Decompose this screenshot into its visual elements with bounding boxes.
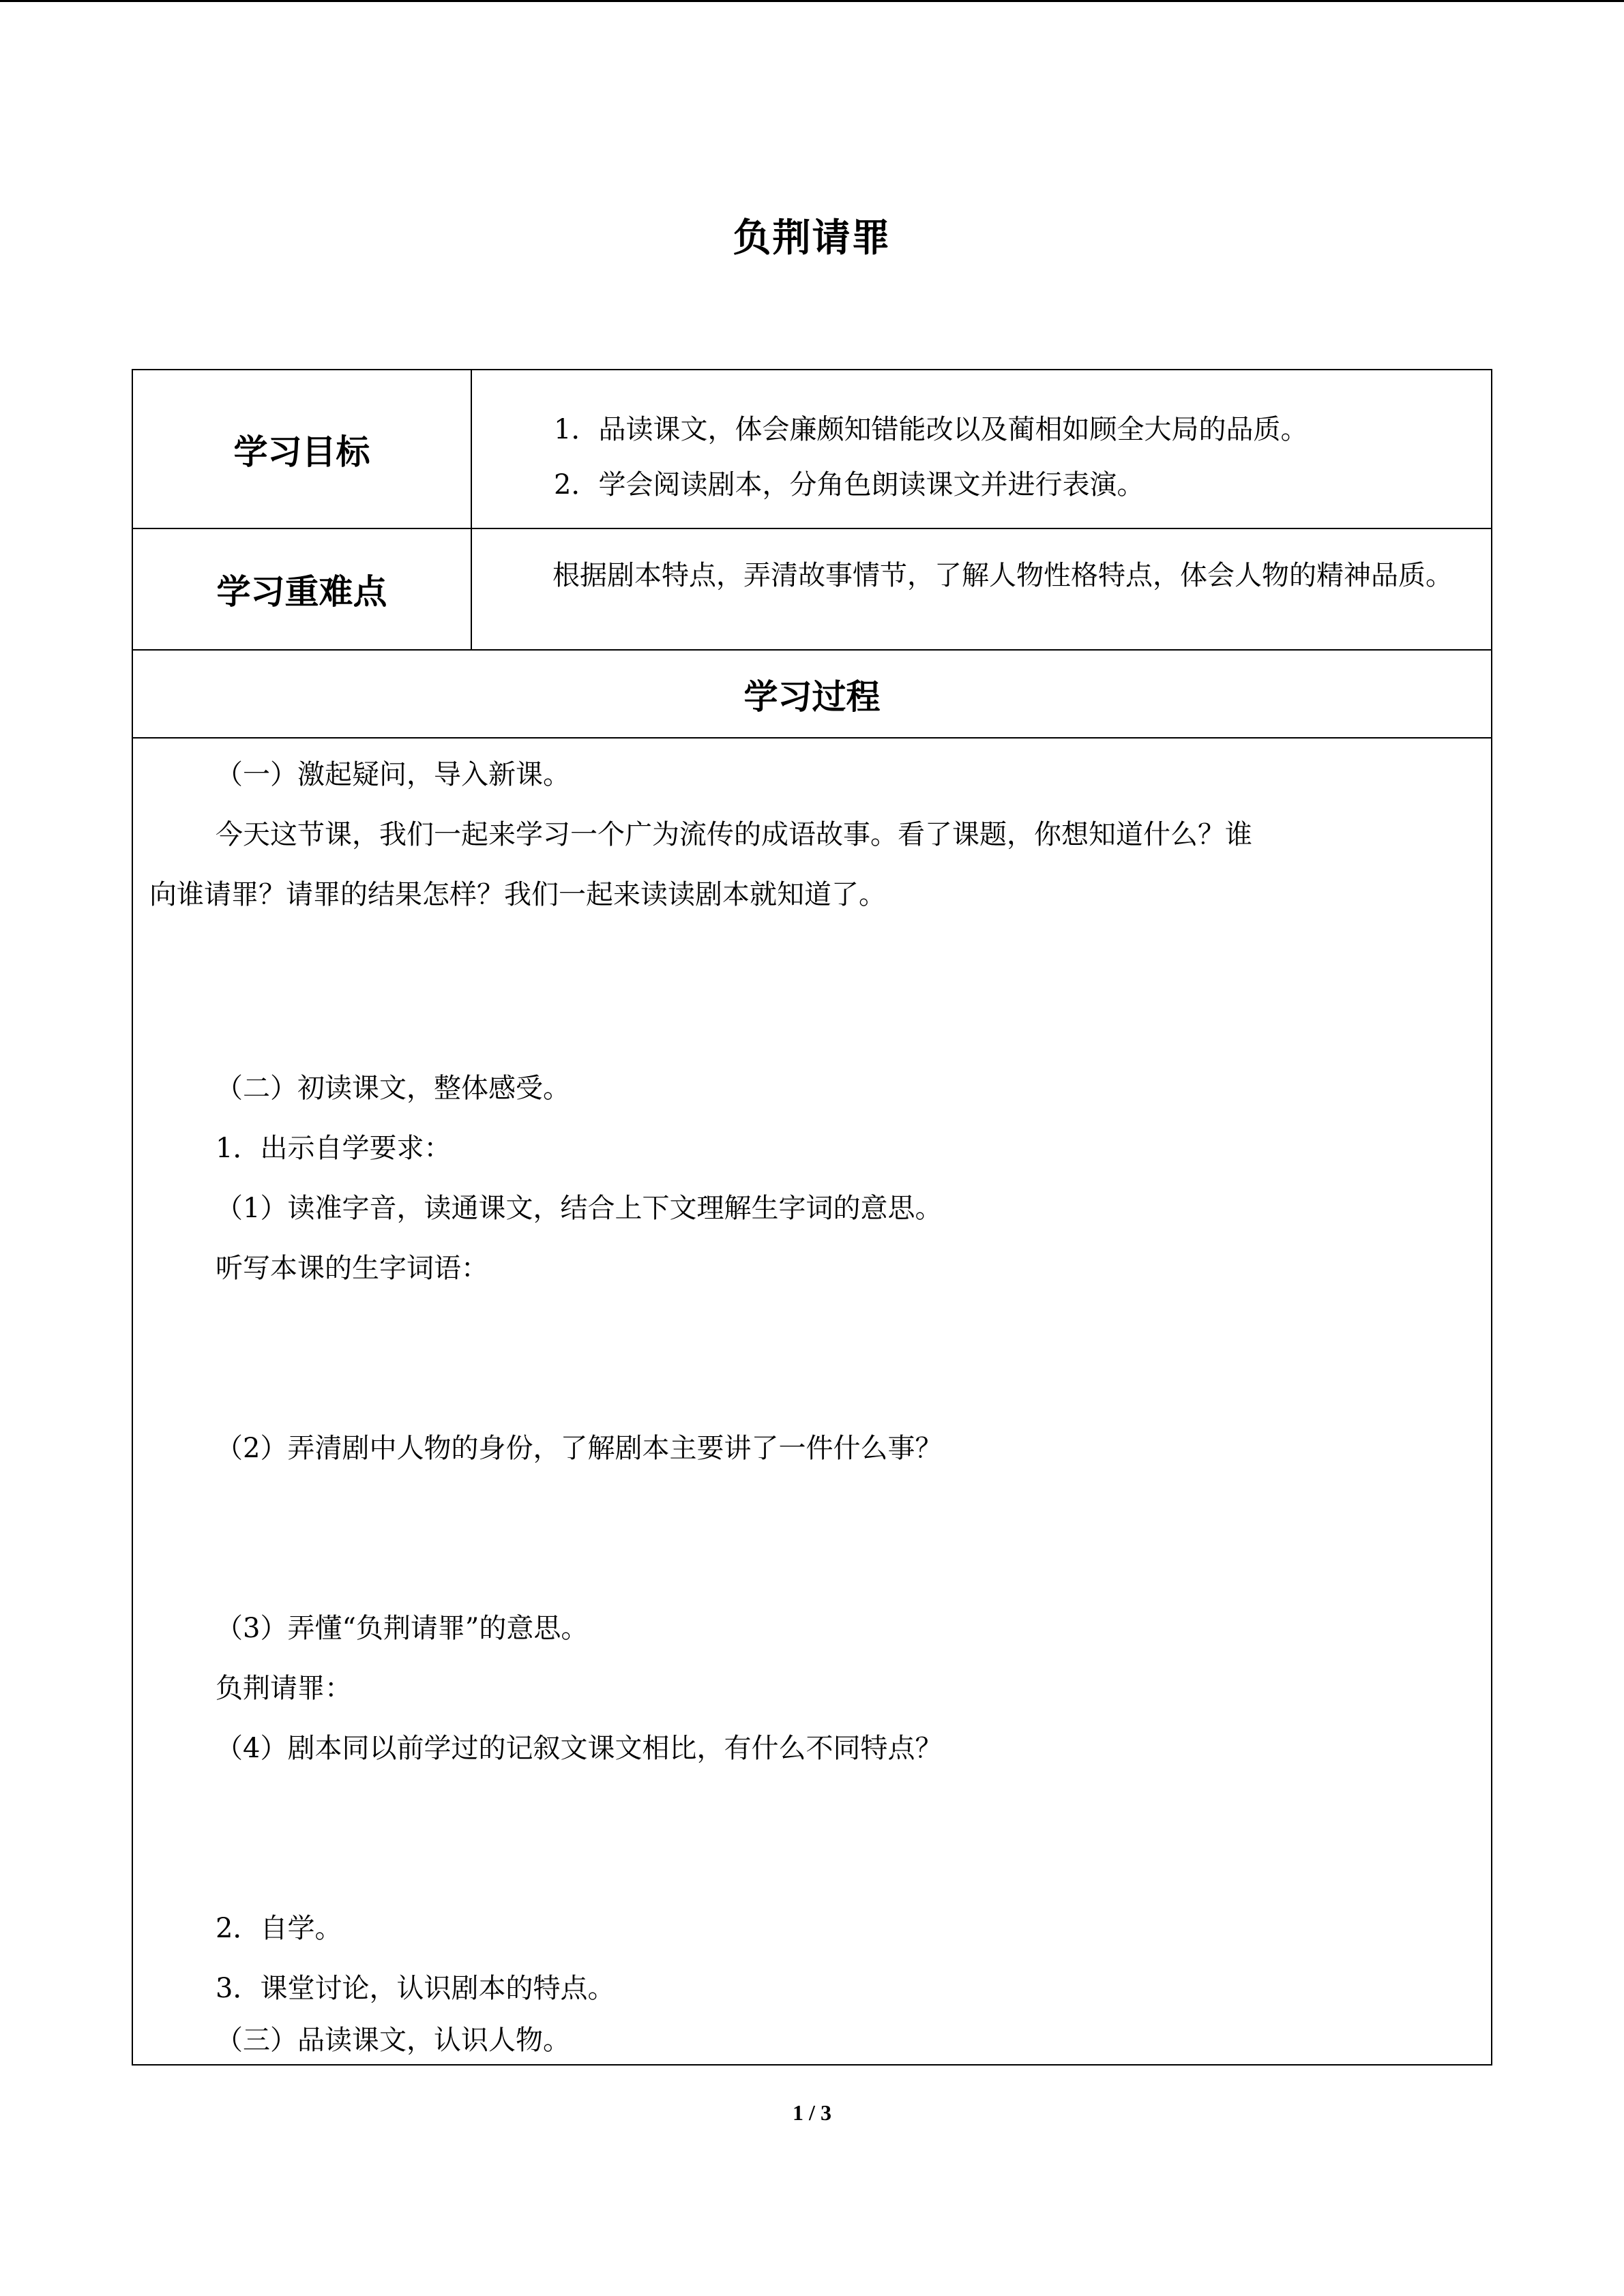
process-line: （二）初读课文，整体感受。 [216, 1073, 570, 1104]
process-line: （2）弄清剧中人物的身份，了解剧本主要讲了一件什么事？ [216, 1433, 943, 1464]
learning-goals-content [472, 370, 1491, 528]
process-line: （3）弄懂“负荆请罪”的意思。 [216, 1613, 589, 1644]
lesson-plan-table [132, 369, 1492, 2066]
key-points-content [472, 529, 1491, 649]
process-line: （一）激起疑问，导入新课。 [216, 759, 570, 790]
process-line: 1．出示自学要求： [216, 1133, 452, 1164]
page-number: 1 / 3 [793, 2100, 831, 2125]
process-line: 听写本课的生字词语： [216, 1253, 488, 1284]
learning-process-heading: 学习过程 [743, 676, 881, 717]
learning-goals-row [133, 370, 1491, 529]
document-title: 负荆请罪 [733, 216, 891, 260]
process-line: （4）剧本同以前学过的记叙文课文相比，有什么不同特点？ [216, 1733, 943, 1764]
key-points-row [133, 529, 1491, 651]
process-line: 负荆请罪： [216, 1673, 352, 1704]
page-top-border [0, 0, 1624, 2]
learning-process-header-row [133, 651, 1491, 739]
key-points-text: 根据剧本特点，弄清故事情节，了解人物性格特点，体会人物的精神品质。 [552, 560, 1453, 591]
process-line: 向谁请罪？请罪的结果怎样？我们一起来读读剧本就知道了。 [149, 879, 886, 910]
key-points-label: 学习重难点 [133, 529, 472, 649]
process-line: 2．自学。 [216, 1913, 342, 1944]
learning-goal-item: 1．品读课文，体会廉颇知错能改以及蔺相如顾全大局的品质。 [554, 414, 1308, 445]
process-line: （1）读准字音，读通课文，结合上下文理解生字词的意思。 [216, 1193, 943, 1224]
process-line: （三）品读课文，认识人物。 [216, 2025, 570, 2056]
process-line: 今天这节课，我们一起来学习一个广为流传的成语故事。看了课题，你想知道什么？谁 [216, 819, 1252, 850]
process-line: 3．课堂讨论，认识剧本的特点。 [216, 1973, 615, 2004]
learning-goals-label: 学习目标 [133, 370, 472, 528]
learning-goal-item: 2．学会阅读剧本，分角色朗读课文并进行表演。 [554, 469, 1145, 501]
